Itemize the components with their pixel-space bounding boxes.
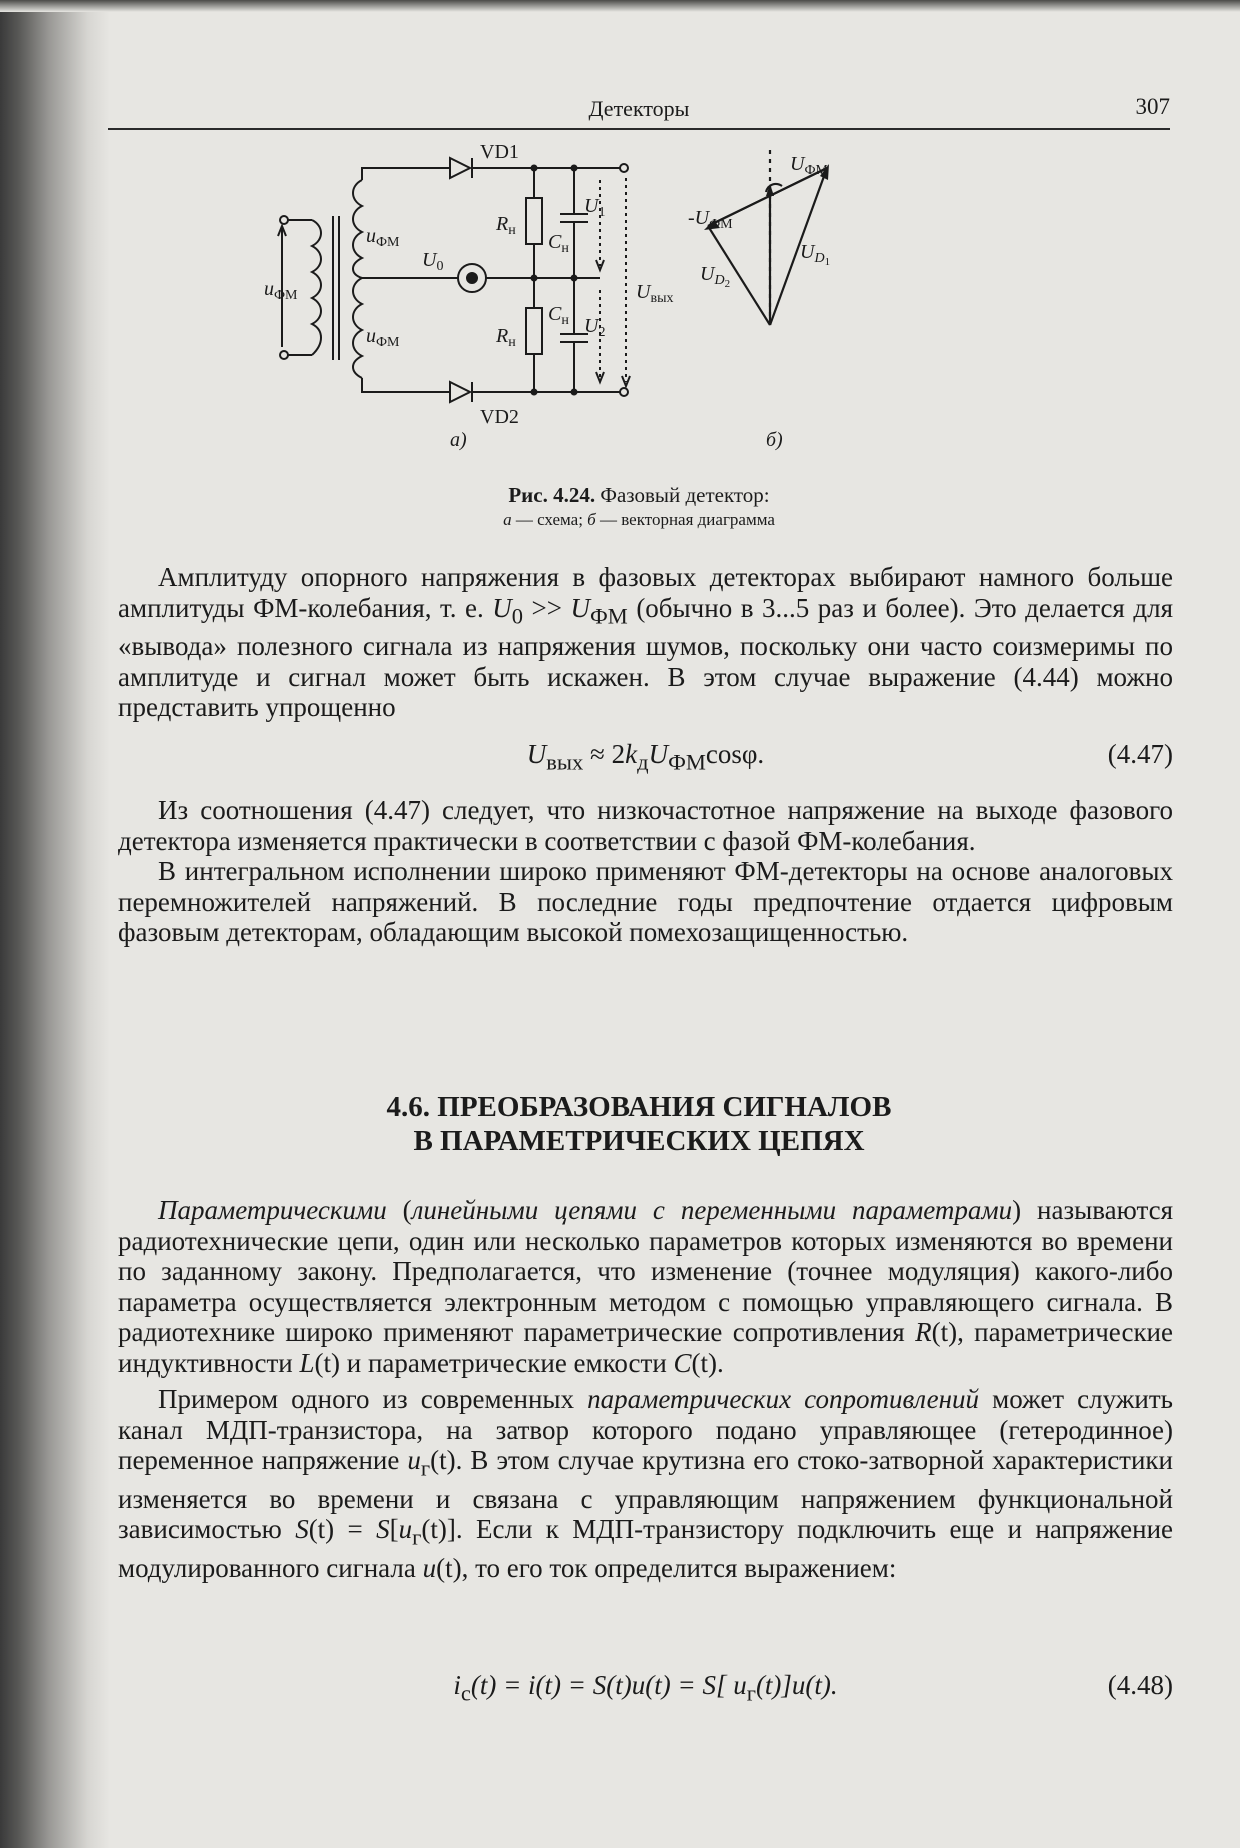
scan-shadow-left [0, 0, 110, 1848]
label-rn-bottom: $R_н$ [496, 325, 516, 350]
transformer-core [333, 216, 339, 360]
label-panel-b: б) [766, 429, 783, 451]
equation-4-47 [118, 739, 1173, 773]
equation-4-48 [118, 1670, 1173, 1704]
equation-4-47-expression: $U_{вых} \approx 2k_дU_{ФМ}\cos\varphi$. [526, 739, 765, 775]
label-vec-ud2: $U_D2$ [700, 263, 731, 290]
label-vd2: VD2 [480, 406, 519, 428]
secondary-coil-top [353, 180, 362, 278]
terminal-out-top [620, 164, 628, 172]
figure-phase-detector [264, 141, 1010, 470]
diode-vd1 [450, 158, 470, 178]
page-number: 307 [1135, 94, 1170, 119]
label-u0: $U_0$ [422, 249, 444, 274]
label-cn-top: $C_н$ [548, 231, 569, 256]
label-vec-ud1: $U_D1$ [800, 241, 831, 268]
label-ufm-bottom: $u_{ФМ}$ [366, 325, 400, 350]
terminal-left-bottom [280, 351, 288, 359]
paragraph-amplitude: Амплитуду опорного напряжения в фазовых детекторах выбирают намного больше амплитуды ФМ-колебания, т. е. $U_0 >> U_{ФМ}$ (обычно в 3...5 раз и более). Это делается для «вывода» полезного сигнала из напряжения шумов, поскольку они часто соизмеримы по амплитуде и сигнал может быть искажен. В этом случае выражение (4.44) можно представить упрощенно [118, 562, 1173, 723]
label-vec-ufm: $U_{ФМ}$ [790, 153, 828, 178]
caption-figure-number: Рис. 4.24. [508, 483, 596, 507]
terminal-out-bottom [620, 388, 628, 396]
label-uvyx: $U_{вых}$ [636, 281, 674, 306]
paragraphs-detectors [118, 795, 1173, 948]
equation-4-47-number: (4.47) [1107, 739, 1173, 769]
scan-shadow-top [0, 0, 1240, 12]
secondary-coil-bottom [353, 278, 362, 378]
page-header [108, 92, 1170, 130]
paragraph-lf-voltage: Из соотношения (4.47) следует, что низкочастотное напряжение на выходе фазового детектора изменяется практически в соответствии с фазой ФМ-колебания. [118, 795, 1173, 856]
diode-vd2 [450, 382, 470, 402]
equation-4-48-expression: $i_c(t) = i(t) = S(t)u(t) = S$[ $u_г(t)]u(t)$. [453, 1670, 838, 1706]
section-heading-4-6: 4.6. ПРЕОБРАЗОВАНИЯ СИГНАЛОВ В ПАРАМЕТРИЧЕСКИХ ЦЕПЯХ [386, 1091, 892, 1157]
label-u2: $U_2$ [584, 315, 606, 340]
paragraph-integrated: В интегральном исполнении широко применяют ФМ-детекторы на основе аналоговых перемножителей напряжений. В последние годы предпочтение отдается цифровым фазовым детекторам, обладающим высокой помехозащищенностью. [118, 856, 1173, 947]
figure-caption-title [108, 483, 1170, 508]
equation-4-48-number: (4.48) [1107, 1670, 1173, 1700]
paragraph-mosfet-example: Примером одного из современных параметрических сопротивлений может служить канал МДП-транзистора, на затвор которого подано управляющее (гетеродинное) переменное напряжение $u_г(t)$. В этом случае крутизна его стоко-затворной характеристики изменяется во времени и связана с управляющим напряжением функциональной зависимостью $S(t) = S[u_г(t)]$. Если к МДП-транзистору подключить еще и напряжение модулированного сигнала u(t), то его ток определится выражением: [118, 1384, 1174, 1584]
label-vec-neg-ufm: $-U_{ФМ}$ [688, 207, 733, 232]
running-title: Детекторы [588, 96, 690, 121]
paragraphs-parametric [118, 1195, 1173, 1584]
paragraph-parametric-definition: Параметрическими (линейными цепями с переменными параметрами) называются радиотехнические цепи, один или несколько параметров которых изменяются во времени по заданному закону. Предполагается, что изменение (точнее модуляция) какого-либо параметра осуществляется электронным методом с помощью управляющего сигнала. В радиотехнике широко применяют параметрические сопротивления R(t), параметрические индуктивности L(t) и параметрические емкости C(t). [118, 1195, 1173, 1378]
label-cn-bottom: $C_н$ [548, 303, 569, 328]
caption-figure-title: Фазовый детектор: [595, 483, 770, 507]
primary-coil [312, 220, 321, 355]
label-vd1: VD1 [480, 141, 519, 163]
label-u1: $U_1$ [584, 195, 606, 220]
figure-caption-subtitle: а — схема; б — векторная диаграмма [503, 510, 775, 529]
label-ufm-top: $u_{ФМ}$ [366, 225, 400, 250]
label-panel-a: а) [450, 429, 467, 451]
resistor-rn-top [526, 198, 542, 244]
resistor-rn-bottom [526, 308, 542, 354]
terminal-left-top [280, 216, 288, 224]
label-ufm-left: $u_{ФМ}$ [264, 278, 298, 303]
label-rn-top: $R_н$ [496, 213, 516, 238]
